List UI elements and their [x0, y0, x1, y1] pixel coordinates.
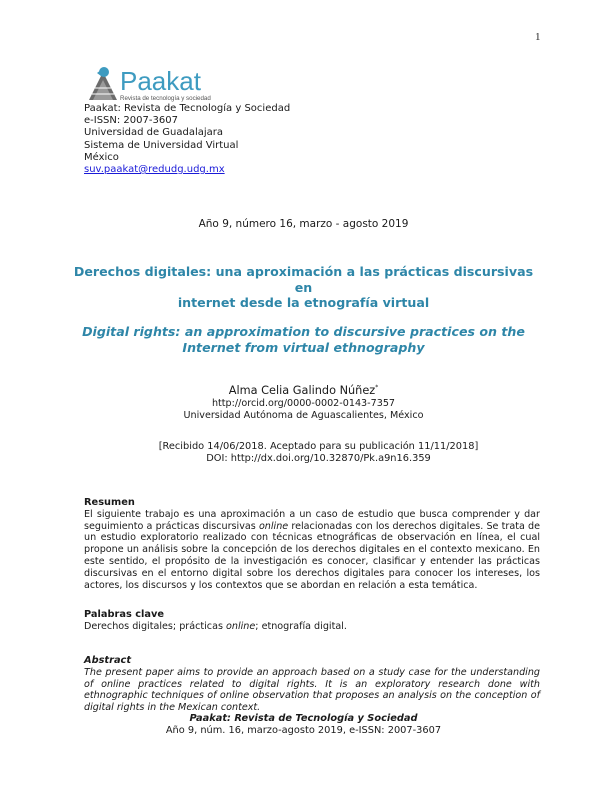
title-es-line-2: internet desde la etnografía virtual	[177, 295, 430, 310]
abstract-text: The present paper aims to provide an approach based on a study case for the understanding of online practices related to digital rights. It is an exploratory research done with ethnographic techniques of online observation that proposes an analysis on the conception of digital rights in the Mexican context.	[84, 666, 540, 714]
dates-block	[0, 441, 607, 465]
title-spanish	[70, 264, 537, 311]
author-name: Alma Celia Galindo Núñez	[228, 383, 376, 397]
page-number: 1	[535, 31, 541, 43]
received-accepted: [Recibido 14/06/2018. Aceptado para su publicación 11/11/2018]	[158, 441, 479, 452]
author-name-line	[0, 381, 607, 398]
author-orcid: http://orcid.org/0000-0002-0143-7357	[211, 397, 396, 409]
journal-issn: e-ISSN: 2007-3607	[84, 115, 178, 127]
abstract-heading: Abstract	[84, 655, 132, 666]
doi: DOI: http://dx.doi.org/10.32870/Pk.a9n16.359	[206, 453, 431, 464]
abstract-section	[84, 655, 540, 714]
pyramid-logo-icon	[87, 64, 212, 102]
resumen-section	[84, 497, 540, 591]
author-affiliation: Universidad Autónoma de Aguascalientes, México	[183, 409, 424, 421]
author-block	[0, 381, 607, 422]
page-footer	[0, 713, 607, 737]
country: México	[84, 151, 119, 163]
title-en-line-2: Internet from virtual ethnography	[182, 339, 425, 355]
paakat-logo	[87, 64, 212, 102]
keywords-heading: Palabras clave	[84, 609, 165, 620]
title-en-line-1: Digital rights: an approximation to discursive practices on the	[82, 324, 525, 339]
logo-tagline: Revista de tecnología y sociedad	[120, 95, 211, 102]
journal-info	[84, 103, 290, 176]
journal-name: Paakat: Revista de Tecnología y Sociedad	[84, 103, 291, 114]
logo-wordmark: Paakat	[120, 66, 201, 96]
keywords-section	[84, 609, 540, 633]
issue-line: Año 9, número 16, marzo - agosto 2019	[198, 218, 409, 230]
resumen-heading: Resumen	[84, 497, 135, 508]
resumen-text: El siguiente trabajo es una aproximación a un caso de estudio que busca comprender y dar seguimiento a prácticas discursivas online relacionadas con los derechos digitales. Se trata de un estudio exploratorio realizado con técnicas etnográficas de observación en línea, el cual propone un análisis sobre la concepción de los derechos digitales en el contexto mexicano. En este sentido, el propósito de la investigación es conocer, clasificar y entender las prácticas discursivas en el entorno digital sobre los derechos digitales para conocer los intereses, los actores, los discursos y los contextos que se abordan en relación a esta temática.	[84, 508, 540, 591]
footer-issue: Año 9, núm. 16, marzo-agosto 2019, e-ISSN: 2007-3607	[165, 725, 442, 736]
university-system: Sistema de Universidad Virtual	[84, 139, 239, 151]
title-es-line-1: Derechos digitales: una aproximación a las prácticas discursivas en	[73, 264, 534, 295]
footer-journal: Paakat: Revista de Tecnología y Sociedad	[189, 713, 418, 724]
email-link[interactable]: suv.paakat@redudg.udg.mx	[84, 164, 225, 176]
university: Universidad de Guadalajara	[84, 127, 224, 139]
author-footnote-mark: *	[375, 384, 379, 391]
title-english	[70, 324, 537, 355]
keywords-text: Derechos digitales; prácticas online; etnografía digital.	[84, 620, 347, 632]
